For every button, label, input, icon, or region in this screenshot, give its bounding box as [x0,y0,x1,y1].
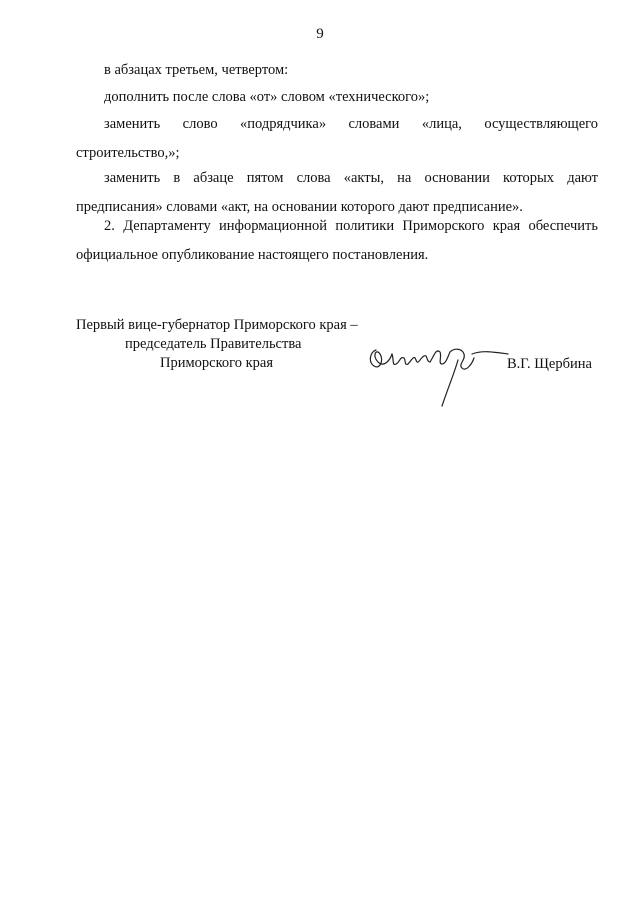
word: «лица, [421,116,462,132]
word: осуществляющего [484,116,598,132]
paragraph-line [76,110,598,139]
word: словами [348,116,400,132]
word: «подрядчика» [239,116,327,132]
paragraph-abzac: в абзацах третьем, четвертом: [104,62,289,78]
word: слово [182,116,218,132]
paragraph-zamenit-podryadchika [76,110,598,168]
paragraph-line: 2. Департаменту информационной политики Приморского края обеспечить [104,218,598,234]
signatory-position [76,316,358,373]
paragraph-line: официальное опубликование настоящего постановления. [76,247,429,263]
handwritten-signature [362,330,512,414]
position-line: Первый вице-губернатор Приморского края – [76,317,358,333]
paragraph-line: строительство,»; [76,145,180,161]
paragraph-line: заменить в абзаце пятом слова «акты, на основании которых дают [104,170,598,186]
paragraph-line: предписания» словами «акт, на основании которого дают предписание». [76,199,523,215]
position-line: председатель Правительства [125,336,302,352]
page-number: 9 [316,26,324,42]
paragraph-dopolnit: дополнить после слова «от» словом «технического»; [104,89,430,105]
word: заменить [104,116,161,132]
signatory-name: В.Г. Щербина [507,356,592,372]
paragraph-departament [76,212,598,270]
position-line: Приморского края [160,355,274,371]
